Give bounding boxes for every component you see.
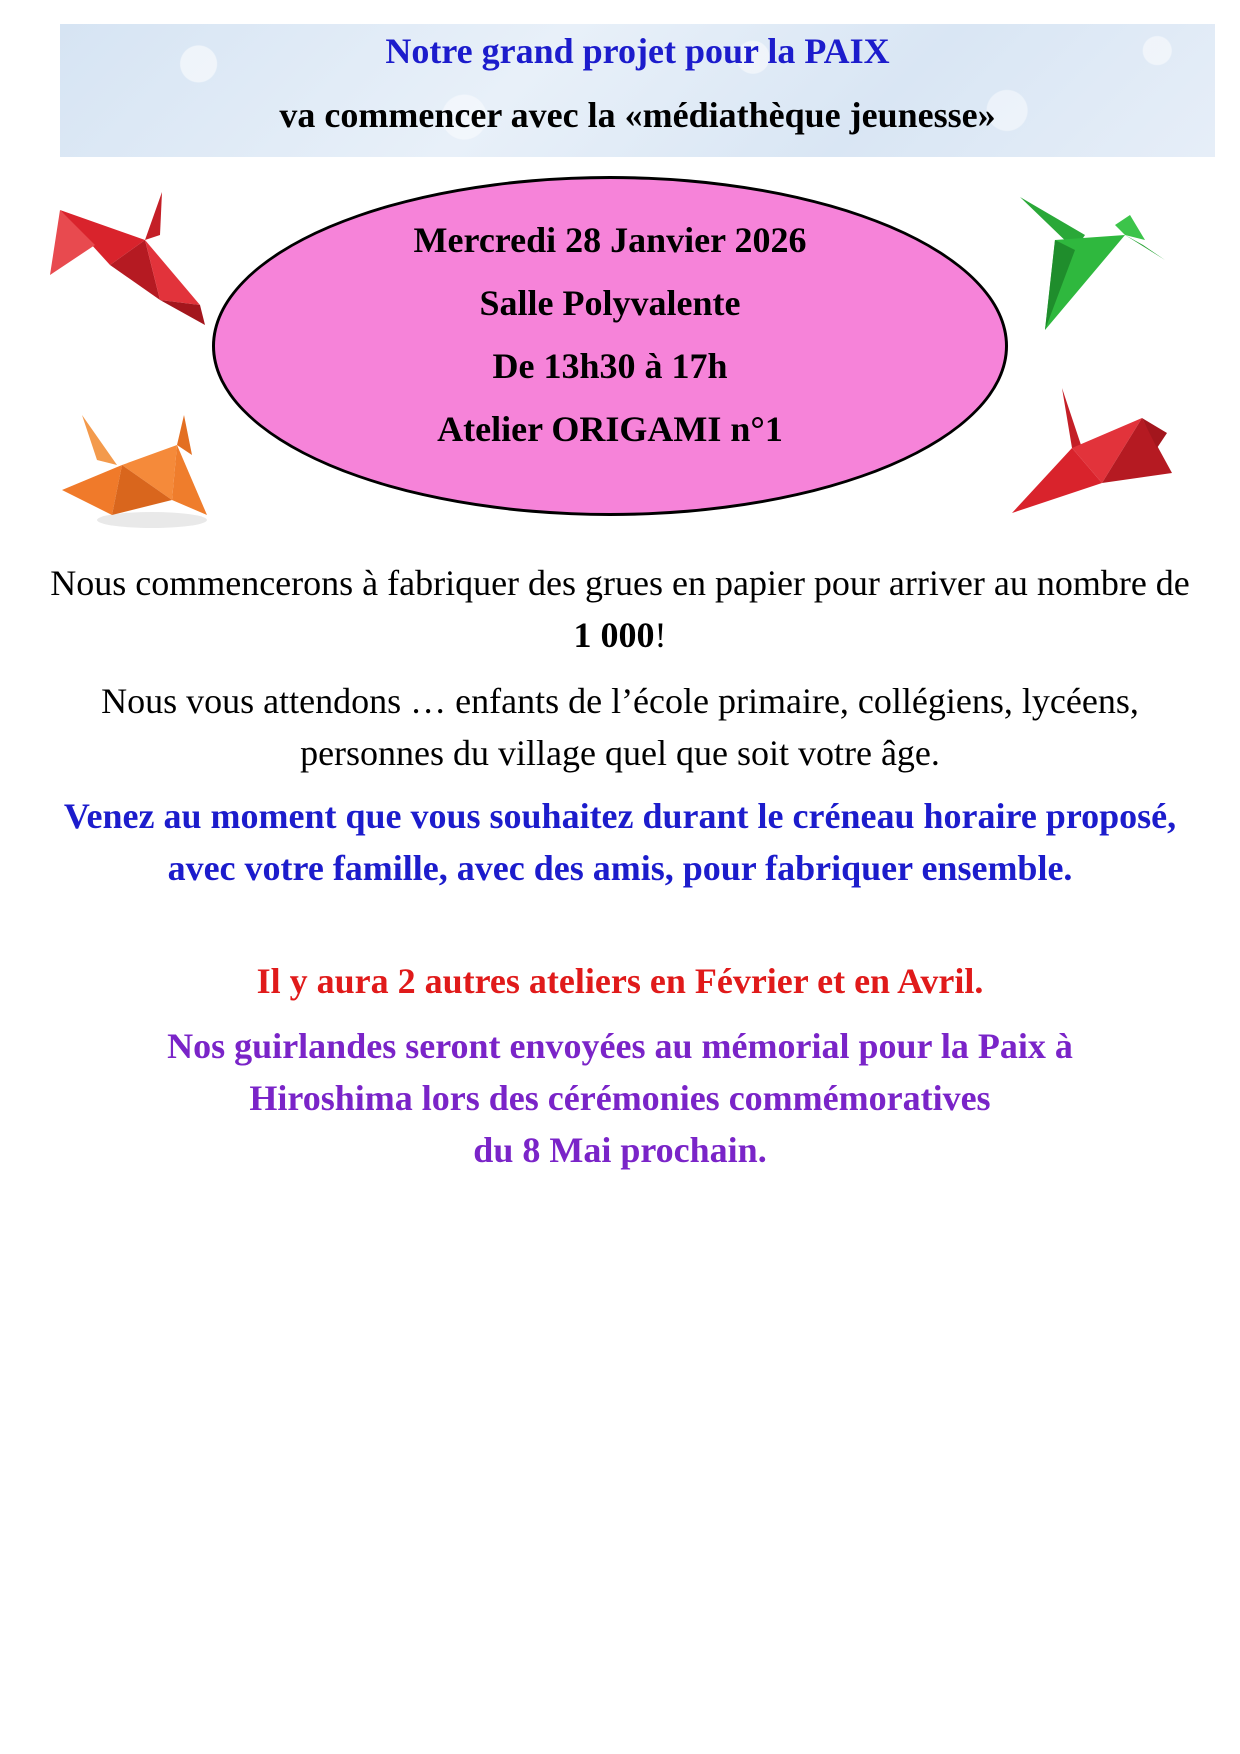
other-workshops-paragraph: Il y aura 2 autres ateliers en Février et en Avril. <box>256 961 984 1001</box>
intro-end: ! <box>654 615 667 655</box>
red-crane-icon <box>1012 388 1177 518</box>
banner-title: Notre grand projet pour la PAIX <box>385 31 890 71</box>
green-crane-icon <box>1015 195 1175 335</box>
garlands-line-3: du 8 Mai prochain. <box>473 1130 767 1170</box>
intro-count: 1 000 <box>573 615 655 655</box>
header-banner <box>60 24 1215 157</box>
invite-paragraph: Nous vous attendons … enfants de l’école primaire, collégiens, lycéens, personnes du village quel que soit votre âge. <box>101 681 1139 773</box>
orange-crane-icon <box>62 415 212 530</box>
garlands-line-2: Hiroshima lors des cérémonies commémoratives <box>249 1078 991 1118</box>
come-paragraph: Venez au moment que vous souhaitez durant le créneau horaire proposé, avec votre famille, avec des amis, pour fabriquer ensemble. <box>63 796 1177 888</box>
banner-subtitle: va commencer avec la «médiathèque jeunesse» <box>279 95 996 135</box>
event-date: Mercredi 28 Janvier 2026 <box>413 220 807 260</box>
event-time: De 13h30 à 17h <box>492 346 728 386</box>
red-crane-icon <box>50 190 210 330</box>
intro-paragraph <box>40 557 1200 661</box>
garlands-paragraph <box>40 1020 1200 1176</box>
garlands-line-1: Nos guirlandes seront envoyées au mémorial pour la Paix à <box>167 1026 1073 1066</box>
event-place: Salle Polyvalente <box>479 283 741 323</box>
event-workshop: Atelier ORIGAMI n°1 <box>437 409 783 449</box>
event-details-oval <box>212 176 1008 516</box>
intro-text: Nous commencerons à fabriquer des grues en papier pour arriver au nombre de <box>50 563 1190 603</box>
